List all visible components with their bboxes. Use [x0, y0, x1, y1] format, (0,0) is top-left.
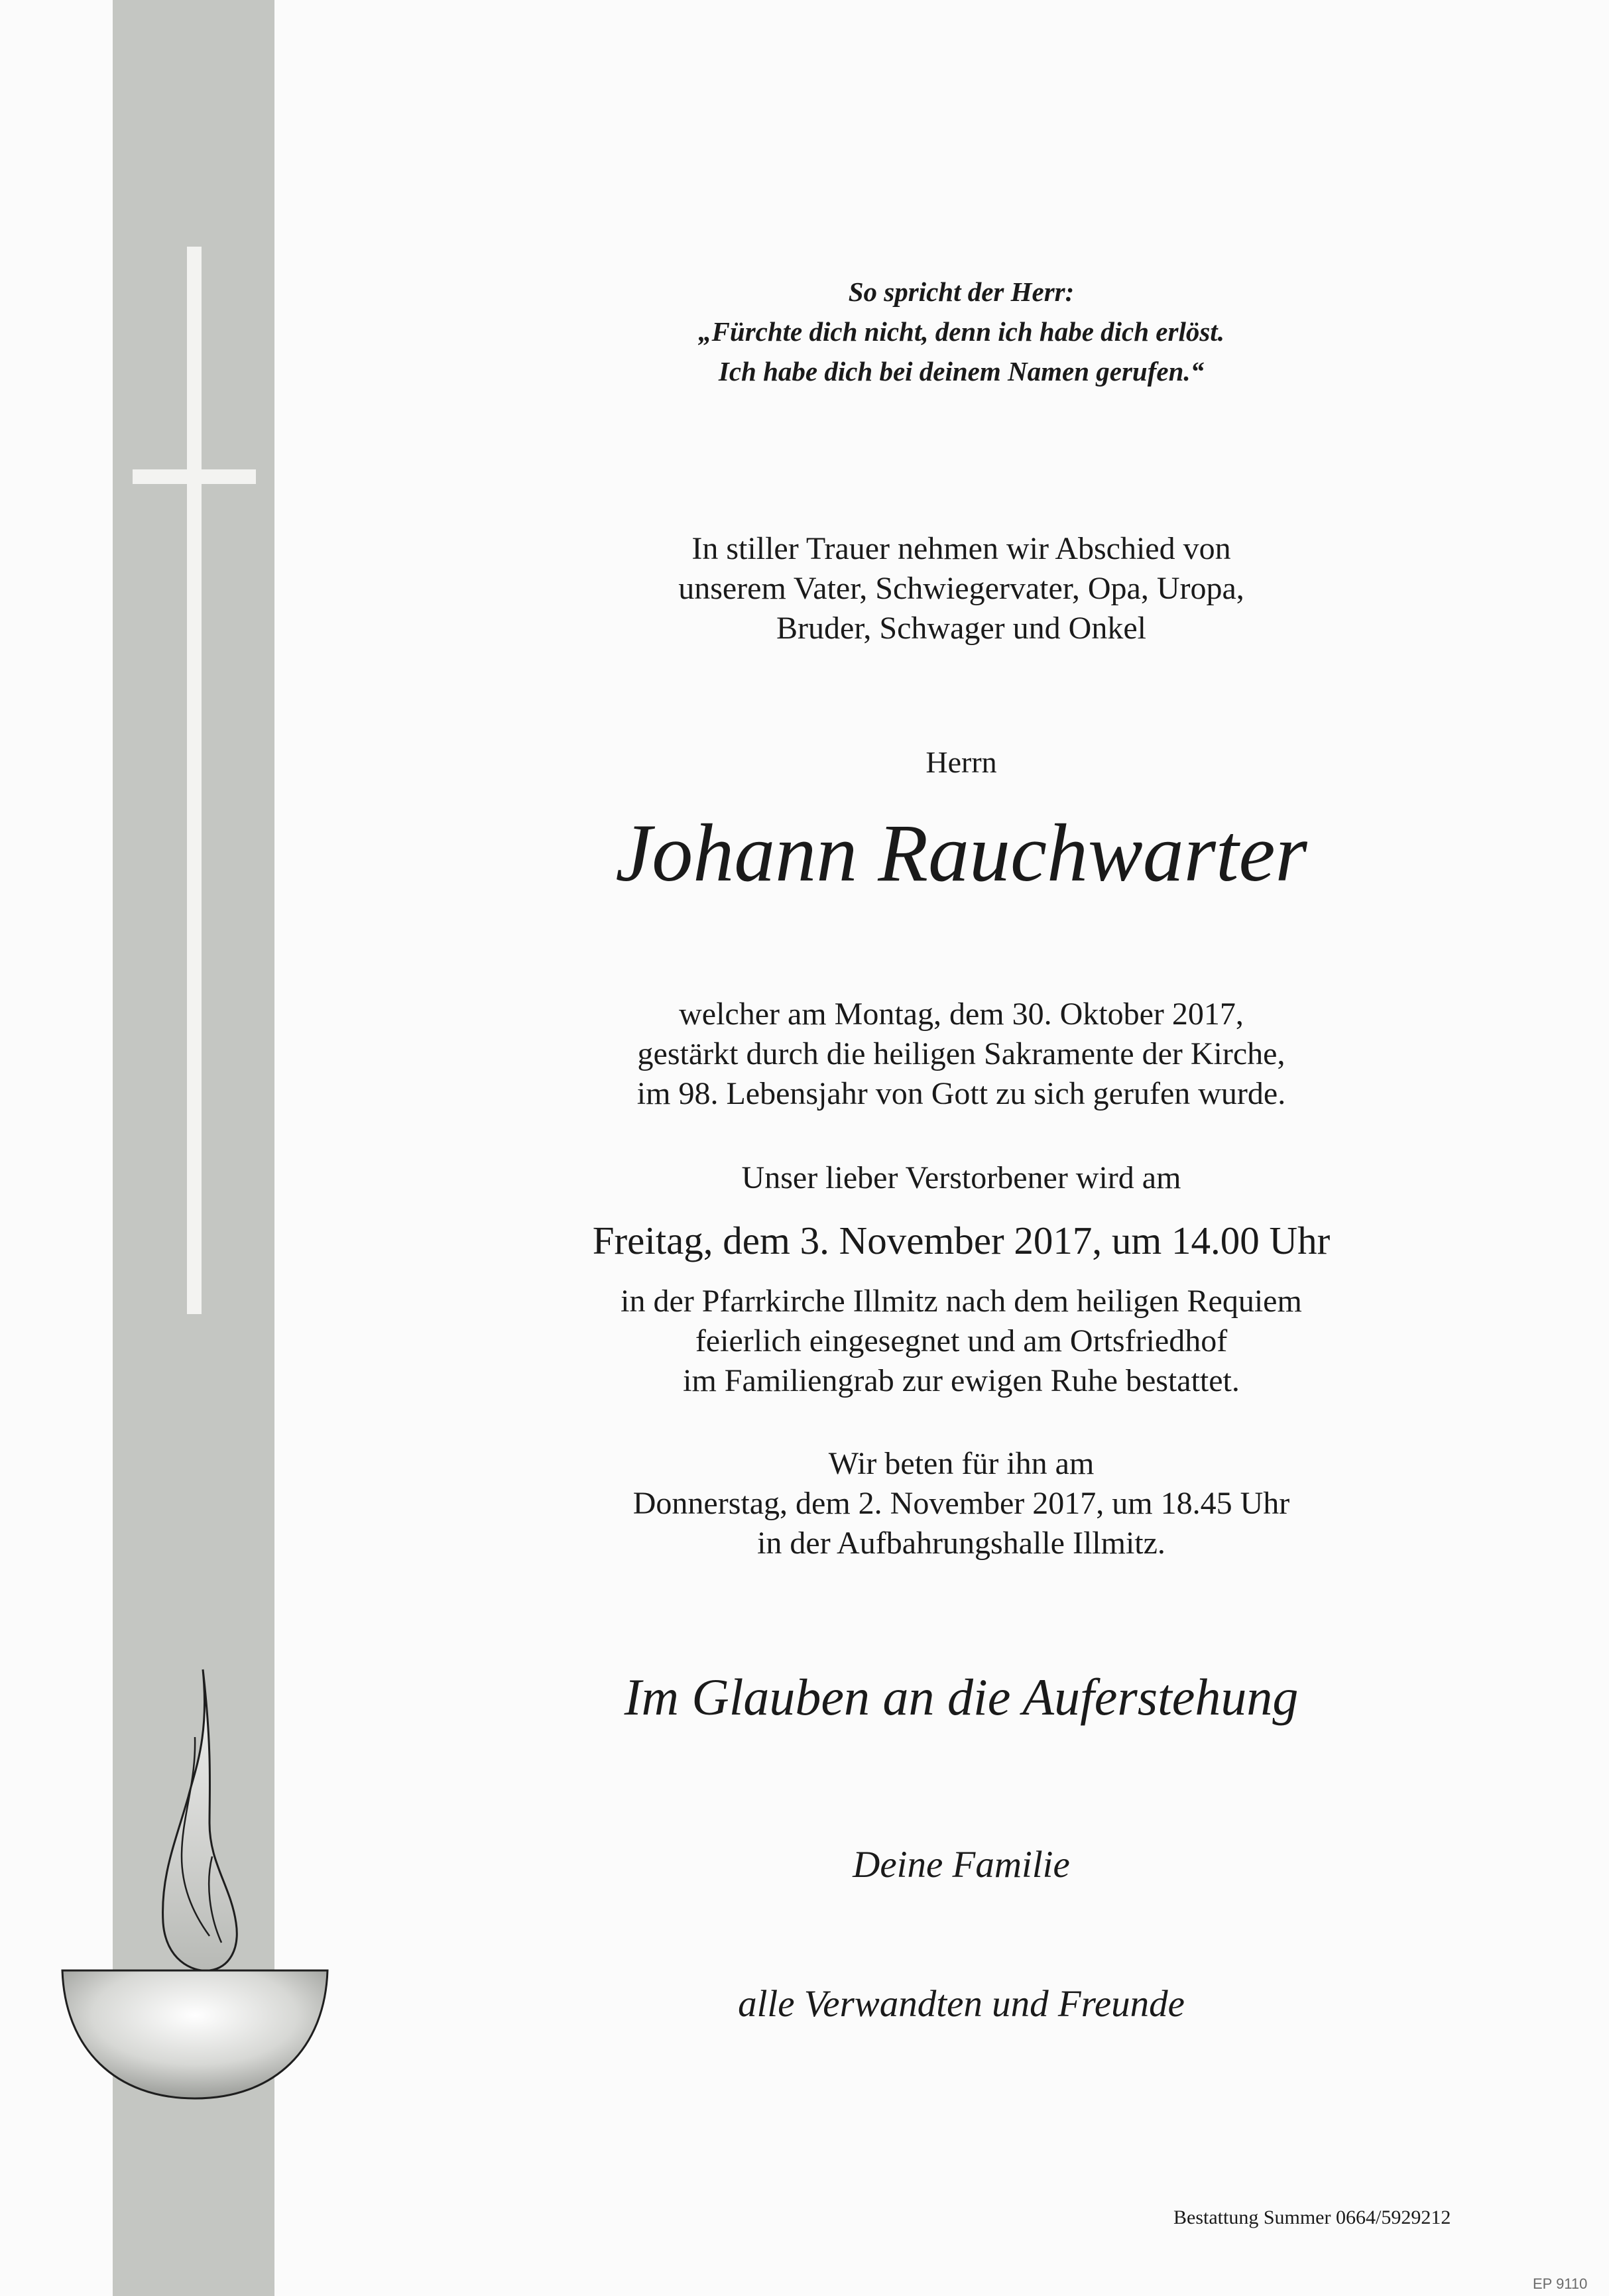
prayer-notice [504, 1444, 1419, 1563]
intro-line: unserem Vater, Schwiegervater, Opa, Uropa, [678, 571, 1244, 606]
death-notice [504, 995, 1419, 1114]
verse-line: „Fürchte dich nicht, denn ich habe dich erlöst. [698, 316, 1224, 347]
cross-vertical-bar [187, 247, 202, 1314]
signature-relatives: alle Verwandten und Freunde [738, 1983, 1185, 2025]
intro-line: Bruder, Schwager und Onkel [776, 611, 1146, 646]
signature-family: Deine Familie [853, 1844, 1070, 1886]
undertaker-contact: Bestattung Summer 0664/5929212 [1173, 2206, 1451, 2228]
cross-horizontal-bar [133, 469, 256, 484]
lamp-bowl [62, 1970, 328, 2098]
intro-line: In stiller Trauer nehmen wir Abschied von [691, 531, 1231, 566]
funeral-detail-line: in der Pfarrkirche Illmitz nach dem heiligen Requiem [621, 1284, 1302, 1319]
funeral-date: Freitag, dem 3. November 2017, um 14.00 Uhr [592, 1219, 1331, 1262]
prayer-line: Wir beten für ihn am [828, 1446, 1095, 1481]
motto: Im Glauben an die Auferstehung [624, 1668, 1299, 1726]
funeral-detail-line: feierlich eingesegnet und am Ortsfriedhof [695, 1323, 1228, 1359]
verse-line: Ich habe dich bei deinem Namen gerufen.“ [718, 356, 1205, 387]
death-line: welcher am Montag, dem 30. Oktober 2017, [679, 997, 1244, 1032]
death-line: im 98. Lebensjahr von Gott zu sich gerufen wurde. [636, 1076, 1286, 1111]
funeral-intro: Unser lieber Verstorbener wird am [741, 1160, 1181, 1195]
oil-lamp-icon [56, 1658, 334, 2115]
prayer-line: Donnerstag, dem 2. November 2017, um 18.45 Uhr [632, 1486, 1290, 1521]
funeral-details [504, 1282, 1419, 1401]
bible-verse [504, 272, 1419, 391]
template-code: EP 9110 [1533, 2275, 1588, 2292]
lamp-flame [163, 1669, 237, 1970]
deceased-name: Johann Rauchwarter [615, 808, 1307, 898]
death-line: gestärkt durch die heiligen Sakramente der Kirche, [637, 1036, 1285, 1071]
mourning-intro [504, 529, 1419, 648]
salutation: Herrn [925, 745, 997, 779]
prayer-line: in der Aufbahrungshalle Illmitz. [757, 1526, 1165, 1561]
verse-line: So spricht der Herr: [848, 276, 1075, 307]
funeral-detail-line: im Familiengrab zur ewigen Ruhe bestattet. [683, 1363, 1240, 1398]
